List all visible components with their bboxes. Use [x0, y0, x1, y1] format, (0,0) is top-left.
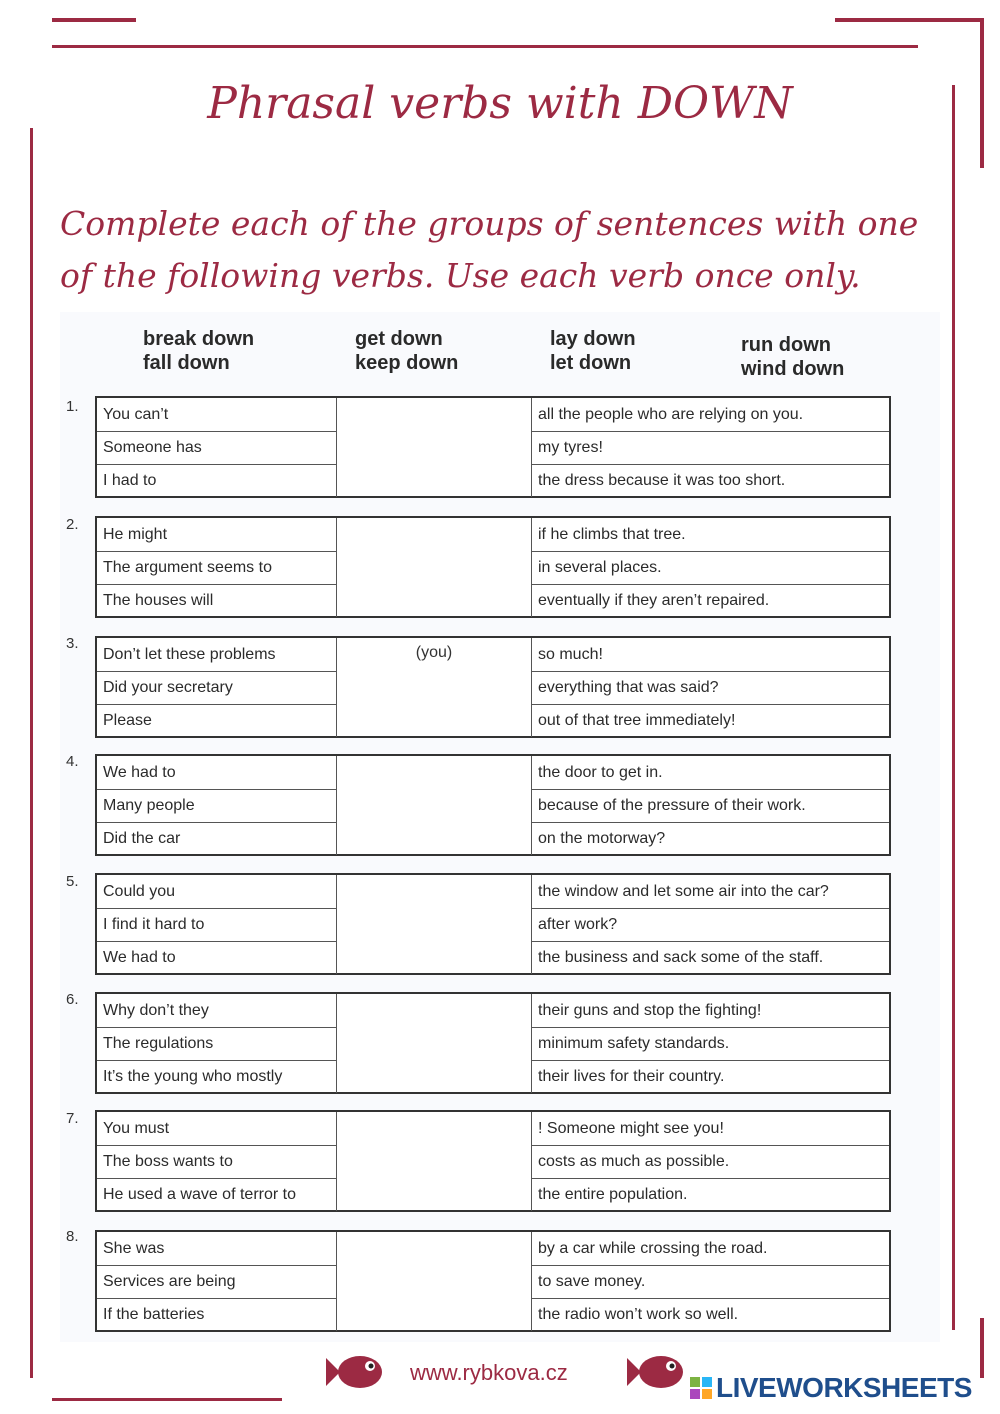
- sentence-start: He used a wave of terror to: [97, 1178, 337, 1211]
- sentence-start: The regulations: [97, 1027, 337, 1061]
- verb-let-down: let down: [550, 352, 632, 374]
- sentence-start: The houses will: [97, 584, 337, 617]
- sentence-end: everything that was said?: [531, 671, 889, 705]
- sentence-start: Someone has: [97, 431, 337, 465]
- verb-column-1: [143, 327, 254, 375]
- sentence-end: the business and sack some of the staff.: [531, 941, 889, 974]
- group-number: 3.: [66, 635, 79, 652]
- sentence-group-8: [95, 1230, 891, 1332]
- sentence-start: Services are being: [97, 1265, 337, 1299]
- sentence-start: The boss wants to: [97, 1145, 337, 1179]
- frame-bottom-left-line: [52, 1398, 282, 1401]
- sentence-end: the window and let some air into the car?: [531, 875, 889, 909]
- sentence-end: the dress because it was too short.: [531, 464, 889, 497]
- group-number: 6.: [66, 991, 79, 1008]
- sentence-end: their guns and stop the fighting!: [531, 994, 889, 1028]
- page-title: Phrasal verbs with DOWN: [207, 78, 793, 129]
- sentence-start: It’s the young who mostly: [97, 1060, 337, 1093]
- group-number: 8.: [66, 1228, 79, 1245]
- answer-field[interactable]: [337, 518, 531, 616]
- sentence-end: because of the pressure of their work.: [531, 789, 889, 823]
- verb-lay-down: lay down: [550, 328, 636, 350]
- verb-wind-down: wind down: [741, 358, 845, 380]
- fish-icon: [322, 1350, 386, 1394]
- sentence-start: I had to: [97, 464, 337, 497]
- sentence-end: my tyres!: [531, 431, 889, 465]
- liveworksheets-logo-text: LIVEWORKSHEETS: [716, 1372, 972, 1403]
- sentence-group-5: [95, 873, 891, 975]
- frame-top-left-line: [52, 18, 136, 22]
- sentence-start: Why don’t they: [97, 994, 337, 1028]
- group-number: 7.: [66, 1110, 79, 1127]
- sentence-end: eventually if they aren’t repaired.: [531, 584, 889, 617]
- group-number: 1.: [66, 398, 79, 415]
- answer-field[interactable]: [337, 875, 531, 973]
- sentence-group-3: [95, 636, 891, 738]
- answer-field[interactable]: [337, 638, 531, 736]
- sentence-end: by a car while crossing the road.: [531, 1232, 889, 1266]
- frame-top-right-line: [835, 18, 983, 22]
- sentence-group-4: [95, 754, 891, 856]
- answer-field[interactable]: [337, 398, 531, 496]
- footer-website-link[interactable]: www.rybkova.cz: [410, 1360, 568, 1385]
- sentence-group-7: [95, 1110, 891, 1212]
- instructions-text: Complete each of the groups of sentences with one of the following verbs. Use each verb once only.: [60, 204, 919, 295]
- sentence-end: all the people who are relying on you.: [531, 398, 889, 432]
- sentence-end: to save money.: [531, 1265, 889, 1299]
- sentence-start: The argument seems to: [97, 551, 337, 585]
- answer-field[interactable]: [337, 756, 531, 854]
- answer-field[interactable]: [337, 1112, 531, 1210]
- verb-column-4: [741, 333, 844, 381]
- sentence-start: I find it hard to: [97, 908, 337, 942]
- sentence-start: If the batteries: [97, 1298, 337, 1331]
- sentence-group-1: [95, 396, 891, 498]
- sentence-end: on the motorway?: [531, 822, 889, 855]
- sentence-start: We had to: [97, 756, 337, 790]
- sentence-start: She was: [97, 1232, 337, 1266]
- answer-field[interactable]: [337, 994, 531, 1092]
- sentence-start: Please: [97, 704, 337, 737]
- frame-left-side-line: [30, 128, 33, 1378]
- group-number: 5.: [66, 873, 79, 890]
- answer-field[interactable]: [337, 1232, 531, 1330]
- liveworksheets-logo: [690, 1372, 972, 1404]
- sentence-start: We had to: [97, 941, 337, 974]
- sentence-start: You can’t: [97, 398, 337, 432]
- sentence-group-6: [95, 992, 891, 1094]
- sentence-end: ! Someone might see you!: [531, 1112, 889, 1146]
- sentence-end: the entire population.: [531, 1178, 889, 1211]
- sentence-start: Could you: [97, 875, 337, 909]
- verb-keep-down: keep down: [355, 352, 459, 374]
- sentence-start: You must: [97, 1112, 337, 1146]
- frame-bottom-right-line: [980, 1318, 984, 1378]
- group-number: 2.: [66, 516, 79, 533]
- sentence-end: if he climbs that tree.: [531, 518, 889, 552]
- sentence-group-2: [95, 516, 891, 618]
- verb-get-down: get down: [355, 328, 443, 350]
- answer-hint: (you): [415, 644, 453, 661]
- verb-column-2: [355, 327, 458, 375]
- sentence-end: after work?: [531, 908, 889, 942]
- sentence-start: Did the car: [97, 822, 337, 855]
- verb-break-down: break down: [143, 328, 255, 350]
- sentence-start: Many people: [97, 789, 337, 823]
- sentence-end: their lives for their country.: [531, 1060, 889, 1093]
- verb-column-3: [550, 327, 636, 375]
- group-number: 4.: [66, 753, 79, 770]
- sentence-start: Don’t let these problems: [97, 638, 337, 672]
- frame-top-line: [52, 45, 918, 48]
- sentence-start: He might: [97, 518, 337, 552]
- sentence-end: the door to get in.: [531, 756, 889, 790]
- sentence-end: minimum safety standards.: [531, 1027, 889, 1061]
- verb-fall-down: fall down: [143, 352, 230, 374]
- sentence-end: in several places.: [531, 551, 889, 585]
- fish-icon: [623, 1350, 687, 1394]
- frame-right-side-line: [952, 85, 955, 1330]
- sentence-start: Did your secretary: [97, 671, 337, 705]
- sentence-end: costs as much as possible.: [531, 1145, 889, 1179]
- sentence-end: out of that tree immediately!: [531, 704, 889, 737]
- verb-run-down: run down: [741, 334, 831, 356]
- sentence-end: so much!: [531, 638, 889, 672]
- sentence-end: the radio won’t work so well.: [531, 1298, 889, 1331]
- liveworksheets-logo-icon: [690, 1377, 712, 1399]
